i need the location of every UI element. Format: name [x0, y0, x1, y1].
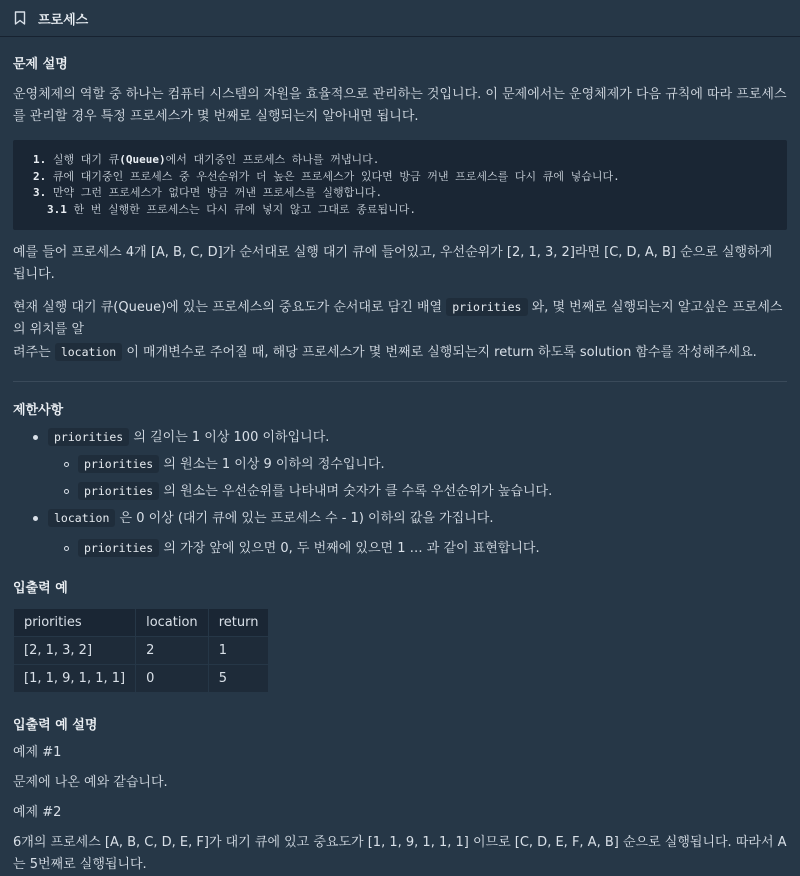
io-heading: 입출력 예	[13, 581, 68, 596]
description-heading: 문제 설명	[13, 57, 68, 72]
table-cell: 2	[136, 637, 209, 665]
problem-title: 프로세스	[38, 12, 89, 28]
column-header: return	[208, 609, 269, 637]
inline-code: priorities	[78, 455, 159, 473]
table-cell: [1, 1, 9, 1, 1, 1]	[14, 665, 136, 693]
problem-header	[0, 0, 800, 37]
example-1-text: 문제에 나온 예와 같습니다.	[13, 775, 168, 790]
section-divider	[13, 381, 787, 382]
code-line: 2. 큐에 대기중인 프로세스 중 우선순위가 더 높은 프로세스가 있다면 방금 꺼낸 프로세스를 다시 큐에 넣습니다.	[33, 169, 620, 183]
example-1-title: 예제 #1	[13, 745, 62, 760]
table-cell: [2, 1, 3, 2]	[14, 637, 136, 665]
table-header-row	[14, 609, 269, 637]
list-item: priorities 의 원소는 1 이상 9 이하의 정수입니다.	[13, 453, 787, 480]
inline-code: priorities	[446, 298, 527, 316]
table-cell: 5	[208, 665, 269, 693]
example-2-title: 예제 #2	[13, 805, 62, 820]
inline-code: location	[48, 509, 115, 527]
bookmark-icon[interactable]	[14, 11, 26, 25]
task-paragraph: 현재 실행 대기 큐(Queue)에 있는 프로세스의 중요도가 순서대로 담긴 배열 priorities 와, 몇 번째로 실행되는지 알고싶은 프로세스의 위치를 알 려주는 location 이 매개변수로 주어질 때, 해당 프로세스가 몇 번째로 실행되는지 return 하도록 solution 함수를 작성해주세요.	[13, 300, 783, 360]
constraints-heading: 제한사항	[13, 403, 64, 418]
description-paragraph: 운영체제의 역할 중 하나는 컴퓨터 시스템의 자원을 효율적으로 관리하는 것입니다. 이 문제에서는 운영체제가 다음 규칙에 따라 프로세스를 관리할 경우 특정 프로세스가 몇 번째로 실행되는지 알아내면 됩니다.	[13, 87, 787, 124]
code-line: 1. 실행 대기 큐(Queue)에서 대기중인 프로세스 하나를 꺼냅니다.	[33, 153, 380, 166]
table-cell: 0	[136, 665, 209, 693]
list-item: priorities 의 원소는 우선순위를 나타내며 숫자가 클 수록 우선순위가 높습니다.	[13, 480, 787, 507]
code-line: 3.1 한 번 실행한 프로세스는 다시 큐에 넣지 않고 그대로 종료됩니다.	[47, 202, 416, 216]
column-header: location	[136, 609, 209, 637]
list-item: priorities 의 길이는 1 이상 100 이하입니다.	[13, 426, 787, 453]
inline-code: priorities	[78, 539, 159, 557]
problem-content	[0, 53, 800, 876]
example-2-text: 6개의 프로세스 [A, B, C, D, E, F]가 대기 큐에 있고 중요도가 [1, 1, 9, 1, 1, 1] 이므로 [C, D, E, F, A, B] 순으로 실행됩니다. 따라서 A는 5번째로 실행됩니다.	[13, 835, 787, 872]
code-line: 3. 만약 그런 프로세스가 없다면 방금 꺼낸 프로세스를 실행합니다.	[33, 186, 383, 199]
io-table	[13, 608, 269, 693]
inline-code: location	[55, 343, 122, 361]
rules-code-block	[13, 140, 787, 230]
list-item: priorities 의 가장 앞에 있으면 0, 두 번째에 있으면 1 … 과 같이 표현합니다.	[13, 537, 787, 564]
example-paragraph: 예를 들어 프로세스 4개 [A, B, C, D]가 순서대로 실행 대기 큐에 들어있고, 우선순위가 [2, 1, 3, 2]라면 [C, D, A, B] 순으로 실행하게 됩니다.	[13, 245, 773, 282]
column-header: priorities	[14, 609, 136, 637]
table-cell: 1	[208, 637, 269, 665]
io-desc-heading: 입출력 예 설명	[13, 718, 98, 733]
inline-code: priorities	[48, 428, 129, 446]
constraints-list	[13, 426, 787, 564]
list-item: location 은 0 이상 (대기 큐에 있는 프로세스 수 - 1) 이하의 값을 가집니다.	[13, 507, 787, 537]
inline-code: priorities	[78, 482, 159, 500]
table-row	[14, 637, 269, 665]
table-row	[14, 665, 269, 693]
